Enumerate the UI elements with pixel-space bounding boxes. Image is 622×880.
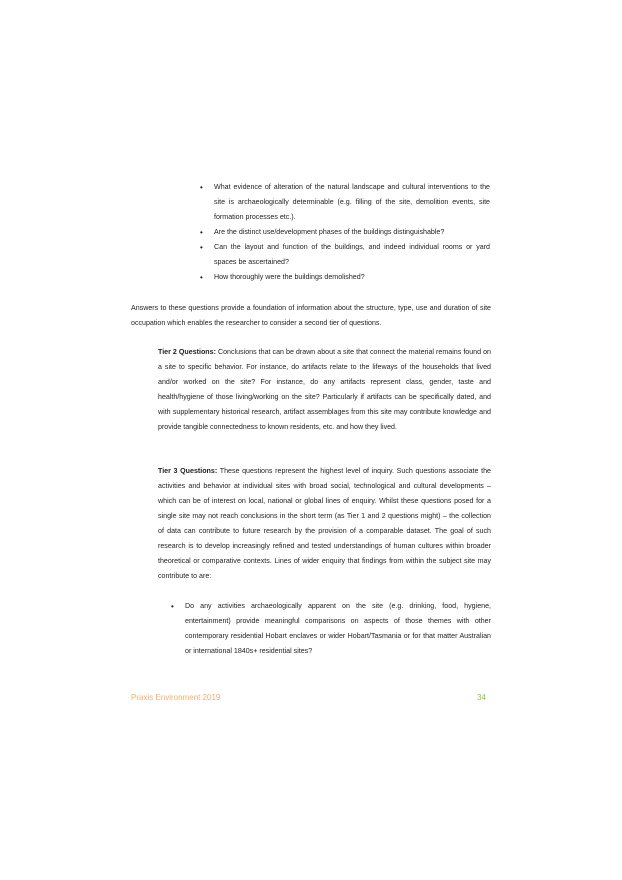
list-item-text: Do any activities archaeologically apparent on the site (e.g. drinking, food, hygiene, entertainment) provide meaningful comparisons on aspects of those themes with other contemporary residential Hobart enclaves or wider Hobart/Tasmania or for that matter Australian or international 1840s+ residential sites? xyxy=(185,602,491,655)
tier3-label: Tier 3 Questions: xyxy=(158,467,218,475)
tier2-text: Conclusions that can be drawn about a site that connect the material remains found on a site to specific behavior. For instance, do artifacts relate to the lifeways of the households that lived and/or worked on the site? For instance, do any artifacts represent class, gender, taste and health/hygiene of those living/working on the site? Particularly if artifacts can be specifically dated, and with supplementary historical research, artifact assemblages from this site may contribute knowledge and provide tangible connectedness to known residents, etc. and how they lived. xyxy=(158,348,491,431)
list-item-text: Are the distinct use/development phases of the buildings distinguishable? xyxy=(214,228,445,236)
footer-organization: Praxis Environment 2019 xyxy=(131,693,221,702)
list-item xyxy=(200,240,490,270)
list-item xyxy=(171,599,491,659)
list-item-text: How thoroughly were the buildings demolished? xyxy=(214,273,365,281)
tier3-text: These questions represent the highest level of inquiry. Such questions associate the activities and behavior at individual sites with broad social, technological and cultural developments – which can be of interest on local, national or global lines of enquiry. Whilst these questions posed for a single site may not reach conclusions in the short term (as Tier 1 and 2 questions might) – the collection of data can contribute to future research by the provision of a comparable dataset. The goal of such research is to develop increasingly refined and tested understandings of human cultures within broader theoretical or comparative contexts. Lines of wider enquiry that findings from within the subject site may contribute to are: xyxy=(158,467,491,580)
bullet-icon: • xyxy=(200,243,203,252)
answers-paragraph: Answers to these questions provide a foundation of information about the structure, type, use and duration of site occupation which enables the researcher to consider a second tier of questions. xyxy=(131,304,491,327)
list-item-text: What evidence of alteration of the natural landscape and cultural interventions to the site is archaeologically determinable (e.g. filling of the site, demolition events, site formation processes etc.). xyxy=(214,183,490,221)
bullet-icon: • xyxy=(200,183,203,192)
list-item xyxy=(200,225,490,240)
page-number: 34 xyxy=(477,693,486,702)
tier2-paragraph xyxy=(158,345,491,435)
tier2-label: Tier 2 Questions: xyxy=(158,348,216,356)
list-item xyxy=(200,270,490,285)
bullet-list-tier1 xyxy=(200,180,490,285)
tier3-paragraph xyxy=(158,464,491,584)
bullet-icon: • xyxy=(200,273,203,282)
bullet-list-tier3 xyxy=(171,599,491,659)
bullet-icon: • xyxy=(171,602,174,611)
list-item-text: Can the layout and function of the buildings, and indeed individual rooms or yard spaces be ascertained? xyxy=(214,243,490,266)
bullet-icon: • xyxy=(200,228,203,237)
list-item xyxy=(200,180,490,225)
